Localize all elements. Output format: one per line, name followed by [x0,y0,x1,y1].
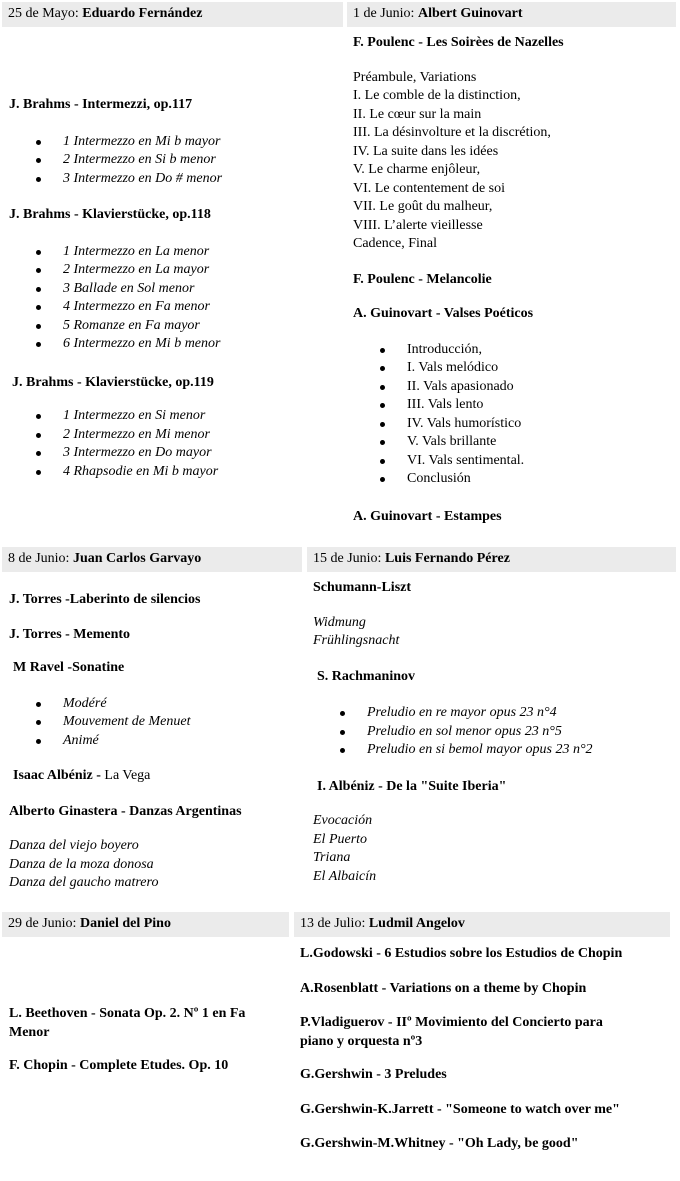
movement-item: IV. Vals humorístico [353,415,675,434]
work-title-line: P.Vladiguerov - IIº Movimiento del Concierto para [300,1015,603,1030]
movement-item: 3 Intermezzo en Do mayor [9,444,339,463]
work-title: Schumann-Liszt [313,580,412,595]
movement-line: El Albaicín [313,868,377,884]
movement-item: 1 Intermezzo en Mi b mayor [9,133,339,152]
work-title-line: Menor [9,1024,50,1040]
movement-line: Evocación [313,813,373,828]
work-title: G.Gershwin-K.Jarrett - "Someone to watch over me" [300,1101,620,1117]
movement-item: II. Vals apasionado [353,378,675,397]
movement-line: II. Le cœur sur la main [353,106,482,122]
movement-item: VI. Vals sentimental. [353,452,675,471]
movement-item: Mouvement de Menuet [9,713,304,732]
movement-list [9,243,339,354]
work-title: I. Albéniz - De la "Suite Iberia" [317,778,507,794]
movement-line: V. Le charme enjôleur, [353,162,481,177]
work-title: F. Chopin - Complete Etudes. Op. 10 [9,1058,229,1073]
movement-line: Cadence, Final [353,236,437,251]
concert-date: 1 de Junio: [353,6,415,21]
movement-item: 2 Intermezzo en Mi menor [9,426,339,445]
movement-line: Danza de la moza donosa [9,856,154,872]
movement-item: V. Vals brillante [353,433,675,452]
concert-date: 15 de Junio: [313,551,382,566]
concert-header-1 [2,2,343,27]
movement-item: Preludio en re mayor opus 23 n°4 [313,704,675,723]
work-title: G.Gershwin-M.Whitney - "Oh Lady, be good" [300,1136,579,1151]
work-title: J. Brahms - Klavierstücke, op.119 [12,374,214,390]
movement-item: Preludio en si bemol mayor opus 23 n°2 [313,741,675,760]
work-title: J. Brahms - Klavierstücke, op.118 [9,207,211,222]
movement-list [353,341,675,489]
movement-item: I. Vals melódico [353,359,675,378]
movement-item: 3 Intermezzo en Do # menor [9,170,339,189]
movement-line: IV. La suite dans les idées [353,143,499,159]
movement-line: VI. Le contentement de soi [353,180,506,196]
movement-lines [313,812,675,886]
concert-program-6 [300,945,678,1154]
work-title: L.Godowski - 6 Estudios sobre los Estudios de Chopin [300,946,623,961]
movement-line: Danza del gaucho matrero [9,875,159,890]
movement-item: 2 Intermezzo en Si b menor [9,151,339,170]
work-title: A. Guinovart - Valses Poéticos [353,306,534,321]
movement-lines [313,614,675,651]
composer-label: Isaac Albéniz - [13,768,101,783]
movement-line: VIII. L’alerte vieillesse [353,217,483,233]
work-title [300,1014,678,1051]
concert-program-4 [313,579,675,886]
movement-item: 2 Intermezzo en La mayor [9,261,339,280]
concert-date: 8 de Junio: [8,551,70,566]
concert-date: 25 de Mayo: [8,6,79,21]
work-title: J. Torres -Laberinto de silencios [9,592,201,607]
concert-header-4 [307,547,676,572]
work-title: M Ravel -Sonatine [13,660,125,675]
movement-list [9,407,339,481]
work-title: A.Rosenblatt - Variations on a theme by Chopin [300,980,587,996]
work-title: Alberto Ginastera - Danzas Argentinas [9,803,242,819]
performer-name: Eduardo Fernández [82,6,203,21]
movement-line: Frühlingsnacht [313,633,400,648]
movement-line: Danza del viejo boyero [9,838,139,853]
movement-line: I. Le comble de la distinction, [353,88,521,103]
concert-header-3 [2,547,302,572]
concert-header-6 [294,912,670,937]
concert-header-2 [347,2,676,27]
work-name: La Vega [104,768,151,783]
movement-item: 5 Romanze en Fa mayor [9,317,339,336]
work-title: F. Poulenc - Melancolie [353,271,492,287]
concert-program-3 [9,591,304,893]
concert-program-2 [353,34,675,526]
work-title: S. Rachmaninov [317,668,416,684]
movement-item: Animé [9,732,304,751]
movement-list [9,133,339,189]
concert-program-5 [9,1005,294,1076]
movement-lines [353,69,675,254]
movement-lines [9,837,304,893]
concert-program-1 [9,96,339,481]
performer-name: Albert Guinovart [417,6,523,21]
movement-line: El Puerto [313,831,368,847]
movement-item: 1 Intermezzo en La menor [9,243,339,262]
work-title: G.Gershwin - 3 Preludes [300,1067,447,1082]
movement-line: III. La désinvolture et la discrétion, [353,125,551,140]
movement-item: Preludio en sol menor opus 23 n°5 [313,723,675,742]
movement-item: 4 Rhapsodie en Mi b mayor [9,463,339,482]
work-title: F. Poulenc - Les Soirèes de Nazelles [353,35,564,50]
concert-header-5 [2,912,289,937]
movement-item: 1 Intermezzo en Si menor [9,407,339,426]
concert-date: 29 de Junio: [8,916,77,931]
performer-name: Luis Fernando Pérez [384,551,510,566]
work-title: J. Torres - Memento [9,626,131,642]
work-title [9,1005,294,1042]
performer-name: Juan Carlos Garvayo [72,551,202,566]
work-title: J. Brahms - Intermezzi, op.117 [9,97,193,112]
movement-item: 4 Intermezzo en Fa menor [9,298,339,317]
work-title: A. Guinovart - Estampes [353,508,502,524]
movement-line: Triana [313,850,351,865]
work-title-line: piano y orquesta nº3 [300,1033,423,1049]
movement-line: VII. Le goût du malheur, [353,199,493,214]
movement-item: Introducción, [353,341,675,360]
work-title [13,767,304,786]
movement-item: 3 Ballade en Sol menor [9,280,339,299]
movement-item: Modéré [9,695,304,714]
concert-date: 13 de Julio: [300,916,366,931]
movement-item: Conclusión [353,470,675,489]
movement-item: III. Vals lento [353,396,675,415]
movement-list [9,695,304,751]
movement-line: Préambule, Variations [353,69,477,85]
performer-name: Ludmil Angelov [368,916,465,931]
work-title-line: L. Beethoven - Sonata Op. 2. Nº 1 en Fa [9,1006,246,1021]
performer-name: Daniel del Pino [79,916,171,931]
movement-list [313,704,675,760]
movement-line: Widmung [313,614,366,630]
movement-item: 6 Intermezzo en Mi b menor [9,335,339,354]
